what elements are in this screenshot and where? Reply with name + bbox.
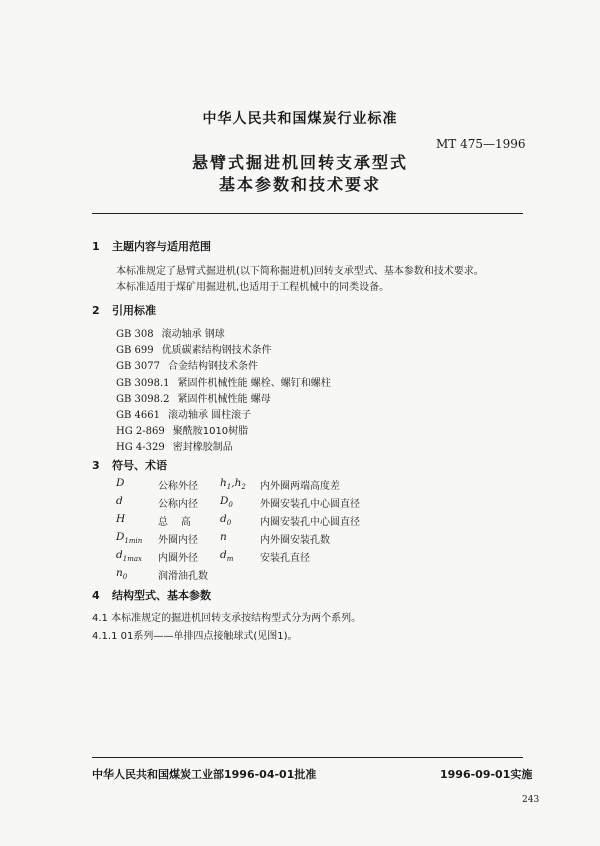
section-title: 符号、术语: [112, 459, 167, 472]
reference-item: [116, 406, 331, 422]
symbol: $d_{1max}$: [116, 549, 142, 564]
reference-code: GB 699: [116, 345, 154, 357]
reference-list: [116, 325, 331, 455]
symbol: D: [116, 477, 125, 489]
reference-item: [116, 341, 331, 357]
reference-title: 紧固件机械性能 螺栓、螺钉和螺柱: [177, 377, 331, 389]
reference-title: 合金结构钢技术条件: [167, 361, 258, 373]
implementation-date: 1996-09-01实施: [440, 768, 533, 781]
section-title: 结构型式、基本参数: [112, 589, 211, 602]
symbol-description: 润滑油孔数: [158, 571, 208, 582]
section-number: 3: [92, 459, 100, 472]
reference-title: 密封橡胶制品: [172, 442, 233, 454]
symbol-description: 内圈安装孔中心圆直径: [260, 517, 360, 528]
section-number: 4: [92, 589, 100, 602]
symbol: $d_m$: [220, 549, 234, 564]
reference-code: HG 2-869: [116, 426, 165, 438]
symbol-description: 总 高: [158, 517, 191, 528]
symbol: $h_1,h_2$: [220, 477, 246, 492]
section1-paragraph1: 本标准规定了悬臂式掘进机(以下简称掘进机)回转支承型式、基本参数和技术要求。: [116, 266, 484, 277]
symbol-description: 内外圈两端高度差: [260, 481, 340, 492]
symbol-description: 外圈安装孔中心圆直径: [260, 499, 360, 510]
section2-heading: [92, 302, 156, 318]
document-title-line2: 基本参数和技术要求: [218, 175, 381, 194]
issuing-organization: 中华人民共和国煤炭行业标准: [202, 111, 398, 127]
reference-title: 优质碳素结构钢技术条件: [161, 345, 272, 357]
page-number: 243: [522, 795, 540, 805]
symbol-description: 内圈外径: [158, 553, 198, 564]
section1-heading: [92, 238, 211, 254]
symbol: $D_{1min}$: [116, 531, 143, 546]
section1-paragraph2: 本标准适用于煤矿用掘进机,也适用于工程机械中的同类设备。: [116, 282, 390, 293]
section4-heading: [92, 587, 211, 603]
symbol: $d_0$: [220, 513, 232, 528]
reference-item: [116, 438, 331, 454]
footer-divider: [92, 757, 523, 758]
reference-item: [116, 422, 331, 438]
reference-item: [116, 390, 331, 406]
reference-code: GB 3077: [116, 361, 160, 373]
reference-code: HG 4-329: [116, 442, 165, 454]
symbol: $n_0$: [116, 567, 128, 582]
symbol-description: 内外圈安装孔数: [260, 535, 330, 546]
reference-title: 聚酰胺1010树脂: [172, 426, 249, 438]
symbol-description: 公称外径: [158, 481, 198, 492]
reference-title: 紧固件机械性能 螺母: [177, 393, 271, 405]
section-title: 引用标准: [112, 304, 156, 317]
reference-item: [116, 357, 331, 373]
reference-code: GB 3098.2: [116, 393, 170, 405]
section-number: 2: [92, 304, 100, 317]
clause-4-1: 4.1 本标准规定的掘进机回转支承按结构型式分为两个系列。: [92, 613, 362, 624]
reference-item: [116, 325, 331, 341]
symbol-description: 外圈内径: [158, 535, 198, 546]
reference-code: GB 3098.1: [116, 377, 170, 389]
symbol-description: 安装孔直径: [260, 553, 310, 564]
section-number: 1: [92, 240, 100, 253]
reference-item: [116, 374, 331, 390]
reference-code: GB 308: [116, 329, 154, 340]
symbol-description: 公称内径: [158, 499, 198, 510]
approval-date: 中华人民共和国煤炭工业部1996-04-01批准: [92, 768, 317, 781]
document-title-line1: 悬臂式掘进机回转支承型式: [191, 153, 408, 172]
reference-title: 滚动轴承 圆柱滚子: [167, 409, 252, 421]
symbol: H: [116, 513, 126, 525]
section-title: 主题内容与适用范围: [112, 240, 211, 253]
reference-code: GB 4661: [116, 409, 160, 421]
standard-number: MT 475—1996: [436, 137, 526, 151]
symbol: $D_0$: [220, 495, 233, 510]
symbol: n: [220, 531, 227, 543]
reference-title: 滚动轴承 钢球: [161, 329, 225, 340]
clause-4-1-1: 4.1.1 01系列——单排四点接触球式(见图1)。: [92, 631, 298, 642]
section3-heading: [92, 457, 167, 473]
header-divider: [92, 213, 523, 214]
symbol: d: [116, 495, 123, 507]
